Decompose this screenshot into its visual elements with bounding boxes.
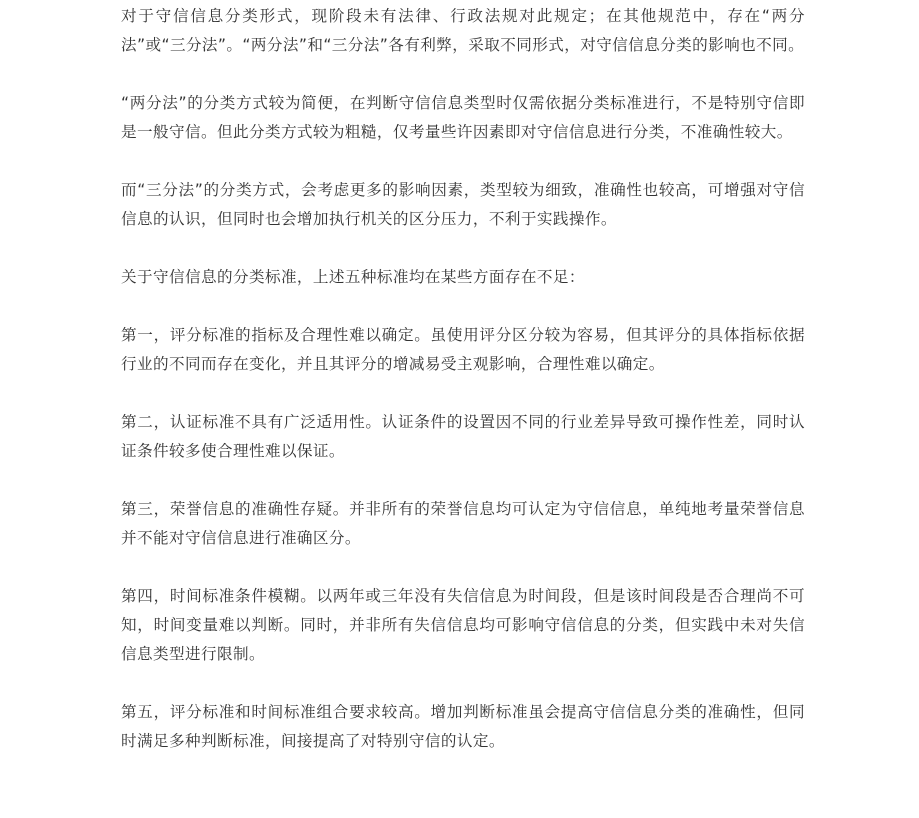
paragraph-point-three: 第三，荣誉信息的准确性存疑。并非所有的荣誉信息均可认定为守信信息，单纯地考量荣誉信息并不能对守信信息进行准确区分。 xyxy=(121,500,805,547)
article-body xyxy=(121,0,805,756)
paragraph-classification-forms: 对于守信信息分类形式，现阶段未有法律、行政法规对此规定；在其他规范中，存在“两分法”或“三分法”。“两分法”和“三分法”各有利弊，采取不同形式，对守信信息分类的影响也不同。 xyxy=(121,7,805,54)
paragraph-point-four: 第四，时间标准条件模糊。以两年或三年没有失信信息为时间段，但是该时间段是否合理尚不可知，时间变量难以判断。同时，并非所有失信信息均可影响守信信息的分类，但实践中未对失信信息类型进行限制。 xyxy=(121,587,805,663)
paragraph-point-five: 第五，评分标准和时间标准组合要求较高。增加判断标准虽会提高守信信息分类的准确性，但同时满足多种判断标准，间接提高了对特别守信的认定。 xyxy=(121,703,805,750)
paragraph-three-category-method: 而“三分法”的分类方式，会考虑更多的影响因素，类型较为细致，准确性也较高，可增强对守信信息的认识，但同时也会增加执行机关的区分压力，不利于实践操作。 xyxy=(121,181,805,228)
paragraph-point-one: 第一，评分标准的指标及合理性难以确定。虽使用评分区分较为容易，但其评分的具体指标依据行业的不同而存在变化，并且其评分的增减易受主观影响，合理性难以确定。 xyxy=(121,326,805,373)
paragraph-point-two: 第二，认证标准不具有广泛适用性。认证条件的设置因不同的行业差异导致可操作性差，同时认证条件较多使合理性难以保证。 xyxy=(121,413,805,460)
paragraph-two-category-method: “两分法”的分类方式较为简便，在判断守信信息类型时仅需依据分类标准进行，不是特别守信即是一般守信。但此分类方式较为粗糙，仅考量些许因素即对守信信息进行分类，不准确性较大。 xyxy=(121,94,805,141)
paragraph-standards-intro: 关于守信信息的分类标准，上述五种标准均在某些方面存在不足： xyxy=(121,268,585,286)
